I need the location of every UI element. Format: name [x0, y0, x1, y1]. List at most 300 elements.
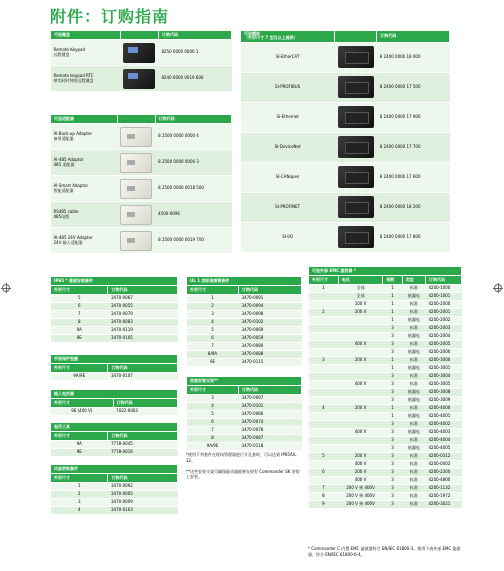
emc-voltage: 200 V 到 400V	[338, 501, 383, 509]
emc-type: 标准	[402, 301, 425, 309]
emc-voltage	[338, 413, 383, 421]
ip65-header-code: 订购代码	[108, 286, 178, 295]
ip65-code: 3470-0079	[108, 311, 178, 319]
fan-header-size: 外形尺寸	[51, 474, 108, 483]
emc-voltage: 400 V	[338, 477, 383, 485]
emc-code: 4200-1000	[426, 285, 462, 293]
module-code: 8 2400 0000 18 200	[377, 192, 450, 222]
module-code: 8 2400 0000 17 600	[377, 162, 450, 192]
emc-voltage: 400 V	[338, 461, 383, 469]
emc-table	[308, 266, 462, 509]
emc-row	[309, 325, 462, 333]
mount-code: 3470-0087	[239, 435, 302, 443]
keypad-rtc-image	[123, 69, 155, 89]
emc-row	[309, 485, 462, 493]
emc-code: 4200-4002	[426, 421, 462, 429]
emc-phase: 3	[383, 469, 402, 477]
emc-type: 标准	[402, 285, 425, 293]
emc-voltage	[338, 373, 383, 381]
fan-code: 3470-0005	[108, 491, 178, 499]
emc-phase: 3	[383, 349, 402, 357]
emc-size	[309, 429, 339, 437]
emc-code: 4200-2006	[426, 349, 462, 357]
adaptor-image	[120, 179, 152, 199]
module-name: SI-DeviceNet	[241, 132, 335, 162]
emc-code: 4200-0402	[426, 461, 462, 469]
gasket-table	[50, 354, 178, 381]
emc-row	[309, 397, 462, 405]
emc-row	[309, 429, 462, 437]
adaptor-name: AI-485 24V Adaptor 24V 输入适配器	[51, 228, 118, 254]
keypad-header-code: 订购代码	[158, 31, 231, 40]
fan-size: 3	[51, 499, 108, 507]
emc-code: 4200-3021	[426, 501, 462, 509]
ul-size: 9E	[187, 359, 239, 367]
emc-voltage: 全部	[338, 293, 383, 301]
emc-size	[309, 365, 339, 373]
module-code: 8 2400 0000 18 000	[377, 42, 450, 72]
ul-table	[186, 276, 302, 367]
mount-code: 3470-0097	[239, 395, 302, 403]
emc-voltage	[338, 317, 383, 325]
mount-code: 3470-0078	[239, 427, 302, 435]
keypad-name: Remote Keypad 远程键盘	[51, 40, 121, 66]
ip65-code: 3470-0055	[108, 303, 178, 311]
registration-mark-right	[494, 284, 502, 292]
emc-size	[309, 325, 339, 333]
adaptor-code: 8 2500 0000 0000 3	[155, 150, 231, 176]
module-image	[338, 106, 374, 128]
module-image	[338, 46, 374, 68]
emc-type: 低漏电	[402, 317, 425, 325]
emc-code: 4200-4003	[426, 429, 462, 437]
lifting-code: 7778-0016	[108, 449, 178, 457]
emc-type: 标准	[402, 501, 425, 509]
ul-size: 1	[187, 295, 239, 303]
emc-type: 标准	[402, 325, 425, 333]
emc-voltage	[338, 389, 383, 397]
emc-phase: 3	[383, 397, 402, 405]
emc-code: 4200-4800	[426, 477, 462, 485]
emc-size	[309, 397, 339, 405]
emc-row	[309, 421, 462, 429]
emc-row	[309, 317, 462, 325]
module-image	[338, 166, 374, 188]
keypad-code: 8240 0000 0019 600	[158, 66, 231, 92]
fan-size: 2	[51, 491, 108, 499]
emc-voltage: 400 V	[338, 381, 383, 389]
emc-row	[309, 365, 462, 373]
emc-row	[309, 341, 462, 349]
ul-code: 3470-0080	[239, 343, 302, 351]
emc-row	[309, 333, 462, 341]
emc-code: 4200-3008	[426, 389, 462, 397]
emc-type: 低漏电	[402, 293, 425, 301]
emc-size	[309, 301, 339, 309]
fan-header-code: 订购代码	[108, 474, 178, 483]
emc-size	[309, 461, 339, 469]
fan-size: 4	[51, 507, 108, 515]
emc-row	[309, 461, 462, 469]
ul-size: 2	[187, 303, 239, 311]
emc-size: 4	[309, 405, 339, 413]
choke-size: 9E (400 V)	[51, 408, 114, 416]
ul-size: 7	[187, 343, 239, 351]
module-name: SI-Ethernet	[241, 102, 335, 132]
adaptor-header-code: 订购代码	[155, 115, 231, 124]
emc-size: 8	[309, 493, 339, 501]
ip65-size: 9A	[51, 327, 108, 335]
ul-header-code: 订购代码	[239, 286, 302, 295]
emc-type: 标准	[402, 421, 425, 429]
gasket-title: 手册保护垫圈	[51, 355, 178, 364]
emc-size: 6	[309, 469, 339, 477]
module-header-name: 可选模块 （外形尺寸 7 型及以上提供）	[241, 31, 335, 43]
emc-type: 低漏电	[402, 365, 425, 373]
emc-type: 低漏电	[402, 445, 425, 453]
emc-code: 4200-2005	[426, 341, 462, 349]
ul-code: 3470-0069	[239, 327, 302, 335]
emc-phase: 3	[383, 437, 402, 445]
emc-voltage: 100 V	[338, 301, 383, 309]
ul-size: 8/9A	[187, 351, 239, 359]
ul-size: 6	[187, 335, 239, 343]
adaptor-image	[120, 231, 152, 251]
emc-code: 4200-1972	[426, 493, 462, 501]
mount-size: 8	[187, 435, 239, 443]
mount-size: 4	[187, 403, 239, 411]
ul-size: 3	[187, 311, 239, 319]
emc-phase: 3	[383, 333, 402, 341]
fan-code: 3470-0092	[108, 483, 178, 491]
ul-code: 3470-0088	[239, 351, 302, 359]
ul-code: 3470-0102	[239, 319, 302, 327]
emc-size	[309, 421, 339, 429]
adaptor-code: 8 2500 0000 0018 500	[155, 176, 231, 202]
fan-size: 1	[51, 483, 108, 491]
ip65-code: 3470-0119	[108, 327, 178, 335]
ul-code: 3470-0115	[239, 359, 302, 367]
module-image	[338, 226, 374, 248]
emc-row	[309, 453, 462, 461]
module-name: SI-PROFINET	[241, 192, 335, 222]
emc-size: 7	[309, 485, 339, 493]
mount-header-code: 订购代码	[239, 386, 302, 395]
adaptor-name: AI-Back-up Adaptor 备用适配器	[51, 124, 118, 150]
choke-code: 7022-0063	[113, 408, 177, 416]
emc-voltage: 200 V	[338, 357, 383, 365]
emc-size: 1	[309, 285, 339, 293]
emc-type: 标准	[402, 469, 425, 477]
emc-row	[309, 501, 462, 509]
emc-type: 标准	[402, 341, 425, 349]
emc-phase: 1	[383, 285, 402, 293]
fan-code: 3470-0103	[108, 507, 178, 515]
emc-size: 3	[309, 357, 339, 365]
emc-size	[309, 413, 339, 421]
emc-phase: 3	[383, 341, 402, 349]
lifting-size: 9A	[51, 441, 108, 449]
footnote-ul: *使用下列套件在现场管理器进行开孔套时，可以达到 IP65/UL 12。 **这些安装支架可确保驱动器能够在现有 Commander SK 安装上安装。	[186, 452, 300, 480]
registration-mark-left	[2, 284, 10, 292]
emc-code: 4200-3005	[426, 381, 462, 389]
ul-code: 3470-0098	[239, 311, 302, 319]
lifting-table	[50, 422, 178, 457]
keypad-image	[123, 43, 155, 63]
adaptor-image	[120, 127, 152, 147]
emc-phase: 3	[383, 389, 402, 397]
gasket-size: 9A/9E	[51, 373, 108, 381]
emc-header-phase: 相数	[383, 276, 402, 285]
adaptor-image	[120, 153, 152, 173]
adaptor-header-name: 可选适配器	[51, 115, 118, 124]
mount-size: 5	[187, 411, 239, 419]
adaptor-code: 4500-0096	[155, 202, 231, 228]
emc-voltage: 200 V 到 400V	[338, 493, 383, 501]
emc-phase: 3	[383, 501, 402, 509]
emc-code: 4200-1132	[426, 485, 462, 493]
keypad-table	[50, 30, 232, 92]
mount-size: 9A/9E	[187, 443, 239, 451]
ip65-title: IP65 * 通道安装套件	[51, 277, 178, 286]
module-code: 8 2400 0000 17 900	[377, 102, 450, 132]
emc-body	[309, 285, 462, 509]
emc-size	[309, 477, 339, 485]
module-code: 8 2400 0000 17 800	[377, 222, 450, 252]
emc-type: 标准	[402, 405, 425, 413]
emc-type: 标准	[402, 437, 425, 445]
ul-code: 3470-0091	[239, 295, 302, 303]
emc-voltage	[338, 349, 383, 357]
emc-voltage	[338, 333, 383, 341]
mount-code: 3470-0101	[239, 403, 302, 411]
emc-code: 4200-3009	[426, 397, 462, 405]
emc-row	[309, 285, 462, 293]
emc-voltage	[338, 365, 383, 373]
emc-phase: 3	[383, 325, 402, 333]
emc-code: 4200-3000	[426, 357, 462, 365]
emc-size	[309, 293, 339, 301]
emc-type: 低漏电	[402, 349, 425, 357]
emc-voltage	[338, 445, 383, 453]
emc-code: 4200-2003	[426, 325, 462, 333]
emc-code: 4200-0312	[426, 453, 462, 461]
module-name: SI-EtherCAT	[241, 42, 335, 72]
mount-size: 3	[187, 395, 239, 403]
fan-title: 风扇更换套件	[51, 465, 178, 474]
emc-code: 4200-1001	[426, 293, 462, 301]
emc-phase: 1	[383, 309, 402, 317]
ul-size: 5	[187, 327, 239, 335]
keypad-name: Remote keypad RTC 带实时时钟的远程键盘	[51, 66, 121, 92]
keypad-code: 8250 0000 0000 1	[158, 40, 231, 66]
emc-type: 低漏电	[402, 397, 425, 405]
emc-size	[309, 445, 339, 453]
module-code: 8 2400 0000 17 500	[377, 72, 450, 102]
emc-code: 4200-3004	[426, 373, 462, 381]
emc-size	[309, 349, 339, 357]
emc-row	[309, 349, 462, 357]
emc-row	[309, 469, 462, 477]
choke-table	[50, 389, 178, 416]
choke-header-code: 订购代码	[113, 399, 177, 408]
emc-row	[309, 413, 462, 421]
ip65-size: 9E	[51, 335, 108, 343]
mount-code: 3470-0066	[239, 411, 302, 419]
emc-type: 低漏电	[402, 429, 425, 437]
ul-code: 3470-0094	[239, 303, 302, 311]
emc-header-code: 订购代码	[426, 276, 462, 285]
mount-size: 6	[187, 419, 239, 427]
emc-row	[309, 357, 462, 365]
emc-phase: 1	[383, 413, 402, 421]
ip65-size: 5	[51, 295, 108, 303]
adaptor-table	[50, 114, 232, 254]
emc-voltage: 200 V	[338, 309, 383, 317]
emc-size	[309, 341, 339, 349]
gasket-code: 3470-0107	[108, 373, 178, 381]
emc-voltage	[338, 421, 383, 429]
ul-title: UL 1 类标准接管套件	[187, 277, 302, 286]
emc-size	[309, 389, 339, 397]
emc-phase: 3	[383, 493, 402, 501]
lifting-title: 起吊工具	[51, 423, 178, 432]
lifting-header-code: 订购代码	[108, 432, 178, 441]
ip65-header-size: 外形尺寸	[51, 286, 108, 295]
emc-type: 低漏电	[402, 413, 425, 421]
emc-voltage: 全部	[338, 285, 383, 293]
keypad-header-name: 可选键盘	[51, 31, 121, 40]
module-name: SI-I/O	[241, 222, 335, 252]
mount-size: 7	[187, 427, 239, 435]
emc-phase: 3	[383, 453, 402, 461]
emc-code: 4200-3001	[426, 365, 462, 373]
emc-code: 4200-2001	[426, 309, 462, 317]
emc-type: 标准	[402, 485, 425, 493]
module-image	[338, 136, 374, 158]
module-header-code: 订购代码	[377, 31, 450, 43]
mount-code: 3470-0118	[239, 443, 302, 451]
emc-phase: 1	[383, 405, 402, 413]
emc-voltage: 200 V	[338, 405, 383, 413]
adaptor-code: 8 2500 0000 0019 700	[155, 228, 231, 254]
emc-size: 2	[309, 309, 339, 317]
ip65-table	[50, 276, 178, 343]
emc-code: 4200-4005	[426, 445, 462, 453]
emc-row	[309, 389, 462, 397]
emc-row	[309, 445, 462, 453]
emc-row	[309, 381, 462, 389]
lifting-code: 7778-0045	[108, 441, 178, 449]
emc-type: 低漏电	[402, 333, 425, 341]
emc-code: 4200-4001	[426, 413, 462, 421]
module-name: SI-CANopen	[241, 162, 335, 192]
adaptor-name: AI-Smart Adaptor 智能适配器	[51, 176, 118, 202]
emc-voltage	[338, 325, 383, 333]
emc-phase: 3	[383, 485, 402, 493]
emc-row	[309, 309, 462, 317]
emc-voltage	[338, 437, 383, 445]
emc-type: 标准	[402, 453, 425, 461]
emc-voltage: 200 V	[338, 453, 383, 461]
emc-row	[309, 493, 462, 501]
emc-size: 5	[309, 453, 339, 461]
gasket-header-code: 订购代码	[108, 364, 178, 373]
emc-size	[309, 373, 339, 381]
emc-phase: 3	[383, 373, 402, 381]
adaptor-code: 8 2500 0000 0000 4	[155, 124, 231, 150]
ul-size: 4	[187, 319, 239, 327]
ip65-size: 7	[51, 311, 108, 319]
emc-type: 标准	[402, 381, 425, 389]
module-table	[240, 30, 450, 253]
emc-phase: 1	[383, 365, 402, 373]
emc-size	[309, 437, 339, 445]
emc-type: 标准	[402, 477, 425, 485]
cable-image	[120, 205, 152, 225]
ip65-size: 6	[51, 303, 108, 311]
emc-phase: 1	[383, 317, 402, 325]
emc-type: 标准	[402, 309, 425, 317]
emc-size	[309, 317, 339, 325]
ip65-code: 3470-0105	[108, 335, 178, 343]
emc-header-type: 类型	[402, 276, 425, 285]
emc-row	[309, 293, 462, 301]
emc-row	[309, 373, 462, 381]
lifting-header-size: 外形尺寸	[51, 432, 108, 441]
emc-row	[309, 437, 462, 445]
ul-header-size: 外形尺寸	[187, 286, 239, 295]
emc-code: 4200-2002	[426, 317, 462, 325]
emc-type: 标准	[402, 357, 425, 365]
emc-phase: 3	[383, 421, 402, 429]
choke-header-size: 外形尺寸	[51, 399, 114, 408]
emc-phase: 1	[383, 293, 402, 301]
emc-type: 标准	[402, 493, 425, 501]
emc-code: 4200-2004	[426, 333, 462, 341]
ip65-code: 3470-0083	[108, 319, 178, 327]
gasket-header-size: 外形尺寸	[51, 364, 108, 373]
choke-title: 输入电抗器	[51, 390, 178, 399]
emc-voltage: 400 V	[338, 341, 383, 349]
mount-table	[186, 376, 302, 451]
emc-voltage: 200 V 到 400V	[338, 485, 383, 493]
module-code: 8 2400 0000 17 700	[377, 132, 450, 162]
emc-size	[309, 381, 339, 389]
page-title: 附件：订购指南	[50, 7, 170, 26]
emc-phase: 1	[383, 357, 402, 365]
emc-voltage: 200 V	[338, 469, 383, 477]
footnote-emc: * Commander C 内置 EMC 滤波器符合 EN/IEC 61800-3。使用下表外部 EMC 滤波器，符合 EN/IEC 61800-6-4。	[308, 546, 461, 557]
emc-type: 标准	[402, 373, 425, 381]
fan-code: 3470-0009	[108, 499, 178, 507]
adaptor-name: AI-485 Adaptor 485 适配器	[51, 150, 118, 176]
ip65-size: 8	[51, 319, 108, 327]
mount-header-size: 外形尺寸	[187, 386, 239, 395]
emc-phase: 1	[383, 301, 402, 309]
ip65-code: 3470-0067	[108, 295, 178, 303]
emc-title: 可选外部 EMC 滤波器 *	[309, 267, 462, 276]
emc-row	[309, 477, 462, 485]
emc-phase: 3	[383, 445, 402, 453]
emc-phase: 3	[383, 429, 402, 437]
emc-type: 低漏电	[402, 389, 425, 397]
emc-size	[309, 333, 339, 341]
mount-code: 3470-0074	[239, 419, 302, 427]
adaptor-name: RS485 cable 485电缆	[51, 202, 118, 228]
ul-code: 3470-0059	[239, 335, 302, 343]
fan-table	[50, 464, 178, 515]
